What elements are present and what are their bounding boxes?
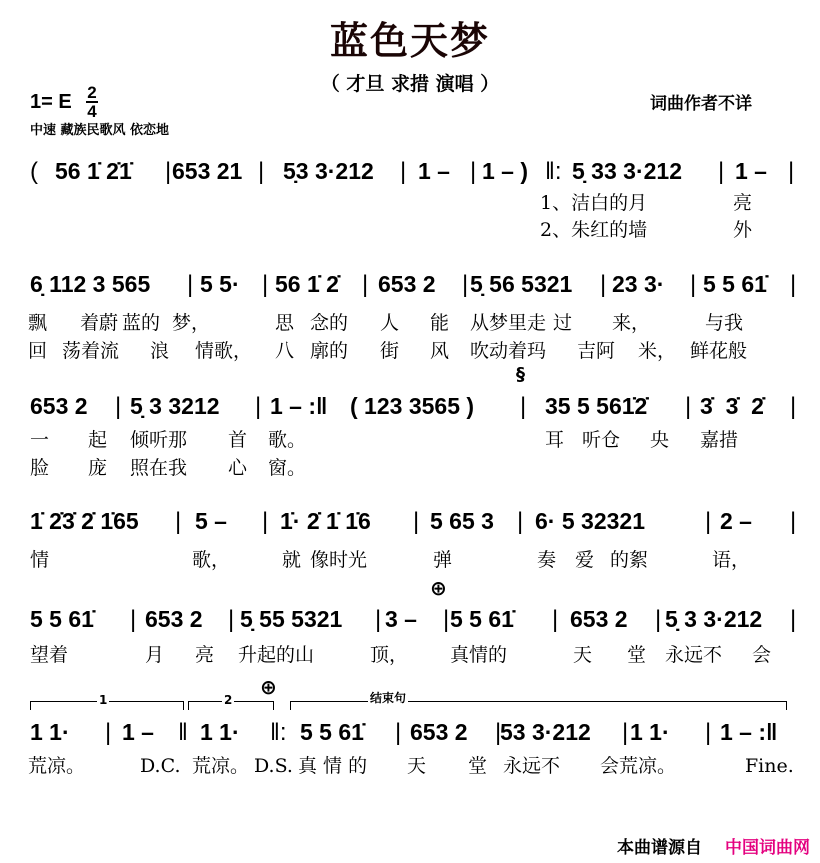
lyric-segment: 情 <box>30 549 50 571</box>
lyric-segment: 天 <box>407 755 427 777</box>
lyric-segment: Fine. <box>745 755 794 777</box>
lyric-segment: 蓝的 <box>122 312 161 334</box>
measure-notes: 653 2 <box>145 606 203 632</box>
lyric-segment: 永远不 <box>665 644 723 666</box>
lyric-segment: 真情的 <box>450 644 508 666</box>
lyric-segment: 真 情 的 <box>298 755 368 777</box>
barline: | <box>187 271 194 298</box>
lyric-segment: 就 <box>282 549 302 571</box>
barline: | <box>517 508 524 535</box>
measure-notes: 5 5 61̇ <box>703 271 767 297</box>
measure-notes: 53 3·212 <box>500 719 591 745</box>
measure-notes: 5̣ 33 3·212 <box>572 158 682 184</box>
final-phrase-bracket <box>290 701 787 710</box>
barline: | <box>462 271 469 298</box>
lyric-segment: 1、洁白的月 <box>540 192 648 214</box>
measure-notes: 1 – <box>735 158 767 184</box>
barline: ‖: <box>270 719 287 746</box>
measure-notes: 1 – :‖ <box>270 393 328 419</box>
source-label: 本曲谱源自 <box>617 838 702 858</box>
lyric-segment: 能 <box>430 312 450 334</box>
lyric-segment: 飘 <box>28 312 48 334</box>
measure-notes: 2 – <box>720 508 752 534</box>
measure-notes: 35 5 561̇2̇ <box>545 393 648 419</box>
measure-notes: 5̣ 55 5321 <box>240 606 343 632</box>
lyric-segment: 语， <box>712 549 751 571</box>
second-ending-label: 2 <box>224 693 233 707</box>
time-numerator: 2 <box>87 83 97 102</box>
measure-notes: 6̣ 112 3 565 <box>30 271 151 297</box>
lyric-segment: 照在我 <box>130 457 188 479</box>
lyric-segment: 的絮 <box>610 549 649 571</box>
lyric-segment: 爱 <box>575 549 595 571</box>
lyric-segment: 风 <box>430 340 450 362</box>
segno-icon: § <box>516 364 525 385</box>
coda-icon-2: ⊕ <box>260 675 277 699</box>
measure-notes: ( 123 3565 ) <box>350 393 475 419</box>
lyric-segment: 鲜花般 <box>690 340 748 362</box>
lyric-segment: 起 <box>88 429 108 451</box>
measure-notes: 1 1· <box>200 719 240 745</box>
lyric-segment: 情歌， <box>195 340 253 362</box>
lyric-segment: 顶， <box>370 644 409 666</box>
barline: | <box>175 508 182 535</box>
lyric-segment: 过 <box>553 312 573 334</box>
time-denominator: 4 <box>87 102 97 121</box>
barline: | <box>705 508 712 535</box>
lyric-segment: 荒凉。 <box>28 755 86 777</box>
lyric-segment: 荡着流 <box>62 340 120 362</box>
lyric-segment: 望着 <box>30 644 69 666</box>
barline: ‖ <box>178 719 188 746</box>
measure-notes: 653 2 <box>570 606 628 632</box>
barline: | <box>443 606 450 633</box>
barline: | <box>375 606 382 633</box>
barline: | <box>690 271 697 298</box>
lyric-segment: D.C. <box>140 755 181 777</box>
measure-notes: 1 – :‖ <box>720 719 778 745</box>
lyric-segment: 来， <box>612 312 651 334</box>
lyric-segment: 脸 <box>30 457 50 479</box>
lyric-segment: 庞 <box>88 457 108 479</box>
barline: | <box>718 158 725 185</box>
measure-notes: 1̇ 2̇3̇ 2̇ 1̇65 <box>30 508 139 534</box>
barline: | <box>520 393 527 420</box>
lyric-segment: 央 <box>650 429 670 451</box>
singer-credit: （ 才旦 求措 演唱 ） <box>320 73 500 95</box>
lyric-segment: 念的 <box>310 312 349 334</box>
barline: | <box>255 393 262 420</box>
barline: | <box>262 508 269 535</box>
lyric-segment: 歌， <box>192 549 231 571</box>
final-phrase-label: 结束句 <box>370 691 407 705</box>
barline: | <box>362 271 369 298</box>
measure-notes: 5̣ 3 3·212 <box>665 606 763 632</box>
lyric-segment: 会 <box>752 644 772 666</box>
measure-notes: 23 3· <box>612 271 665 297</box>
measure-notes: 5 5 61̇ <box>300 719 364 745</box>
lyric-segment: 与我 <box>705 312 744 334</box>
lyric-segment: 月 <box>145 644 165 666</box>
lyric-segment: 回 <box>28 340 48 362</box>
measure-notes: 1 – <box>122 719 154 745</box>
lyric-segment: 从梦里走 <box>470 312 547 334</box>
lyric-segment: 堂 <box>627 644 647 666</box>
barline: | <box>228 606 235 633</box>
time-signature <box>86 84 98 120</box>
lyric-segment: 亮 <box>195 644 215 666</box>
barline: | <box>600 271 607 298</box>
measure-notes: 5 5· <box>200 271 240 297</box>
measure-notes: 5 5 61̇ <box>30 606 94 632</box>
barline: ‖: <box>545 158 562 185</box>
lyric-segment: 天 <box>573 644 593 666</box>
barline: | <box>790 508 797 535</box>
lyric-segment: 浪 <box>150 340 170 362</box>
lyric-segment: 思 <box>275 312 295 334</box>
first-ending-label: 1 <box>99 693 108 707</box>
barline: | <box>130 606 137 633</box>
barline: | <box>470 158 477 185</box>
barline: | <box>622 719 629 746</box>
barline: | <box>552 606 559 633</box>
lyric-segment: 米， <box>638 340 677 362</box>
lyric-segment: 人 <box>380 312 400 334</box>
key-signature: 1= E <box>30 91 72 113</box>
barline: | <box>655 606 662 633</box>
lyric-segment: 2、朱红的墙 <box>540 219 648 241</box>
lyric-segment: 荒凉。 <box>192 755 250 777</box>
barline: | <box>395 719 402 746</box>
measure-notes: 5̣ 3 3212 <box>130 393 220 419</box>
measure-notes: 5̣3 3·212 <box>283 158 374 184</box>
measure-notes: 1 1· <box>630 719 670 745</box>
barline: | <box>790 393 797 420</box>
lyric-segment: 外 <box>733 219 753 241</box>
coda-icon: ⊕ <box>430 576 447 600</box>
lyric-segment: 会荒凉。 <box>600 755 677 777</box>
barline: | <box>105 719 112 746</box>
barline: | <box>495 719 502 746</box>
lyric-segment: 着蔚 <box>80 312 119 334</box>
lyric-segment: 吉阿 <box>577 340 616 362</box>
measure-notes: 1 – <box>418 158 450 184</box>
barline: | <box>788 158 795 185</box>
lyric-segment: 升起的山 <box>238 644 315 666</box>
lyric-segment: 亮 <box>733 192 753 214</box>
lyric-segment: 心 <box>228 457 248 479</box>
measure-notes: 5 5 61̇ <box>450 606 514 632</box>
measure-notes: 3 – <box>385 606 417 632</box>
barline: | <box>262 271 269 298</box>
brand-link[interactable]: 中国词曲网 <box>725 838 810 858</box>
lyric-segment: 永远不 <box>503 755 561 777</box>
measure-notes: 5 – <box>195 508 227 534</box>
lyric-segment: 倾听那 <box>130 429 188 451</box>
measure-notes: 1̇· 2̇ 1̇ 1̇6 <box>280 508 371 534</box>
lyric-segment: 首 <box>228 429 248 451</box>
lyric-segment: 廓的 <box>310 340 349 362</box>
lyric-segment: 听仓 <box>582 429 621 451</box>
author-credit: 词曲作者不详 <box>650 94 752 114</box>
barline: | <box>258 158 265 185</box>
measure-notes: 6· 5 32321 <box>535 508 645 534</box>
lyric-segment: 弹 <box>433 549 453 571</box>
barline: ( <box>30 158 38 185</box>
tempo-marking: 中速 藏族民歌风 依恋地 <box>30 123 170 138</box>
measure-notes: 653 2 <box>378 271 436 297</box>
lyric-segment: 嘉措 <box>700 429 739 451</box>
lyric-segment: 一 <box>30 429 50 451</box>
barline: | <box>685 393 692 420</box>
barline: | <box>790 271 797 298</box>
measure-notes: 653 2 <box>30 393 88 419</box>
song-title: 蓝色天梦 <box>329 19 490 63</box>
measure-notes: 5 65 3 <box>430 508 494 534</box>
barline: | <box>400 158 407 185</box>
barline: | <box>115 393 122 420</box>
measure-notes: 56 1̇ 2̇ <box>275 271 339 297</box>
lyric-segment: 街 <box>380 340 400 362</box>
lyric-segment: 窗。 <box>268 457 307 479</box>
lyric-segment: 吹动着玛 <box>470 340 547 362</box>
lyric-segment: 梦， <box>172 312 211 334</box>
lyric-segment: 像时光 <box>310 549 368 571</box>
measure-notes: 1 – ) <box>482 158 529 184</box>
barline: | <box>413 508 420 535</box>
measure-notes: 653 2 <box>410 719 468 745</box>
lyric-segment: 歌。 <box>268 429 307 451</box>
lyric-segment: 八 <box>275 340 295 362</box>
lyric-segment: 耳 <box>545 429 565 451</box>
lyric-segment: 堂 <box>468 755 488 777</box>
lyric-segment: 奏 <box>537 549 557 571</box>
measure-notes: 1 1· <box>30 719 70 745</box>
barline: | <box>165 158 172 185</box>
lyric-segment: D.S. <box>254 755 293 777</box>
barline: | <box>790 606 797 633</box>
barline: | <box>705 719 712 746</box>
measure-notes: 3̇ 3̇ 2̇ <box>700 393 764 419</box>
measure-notes: 56 1̇ 2̇1̇ <box>55 158 132 184</box>
measure-notes: 653 21 <box>172 158 243 184</box>
measure-notes: 5̣ 56 5321 <box>470 271 573 297</box>
